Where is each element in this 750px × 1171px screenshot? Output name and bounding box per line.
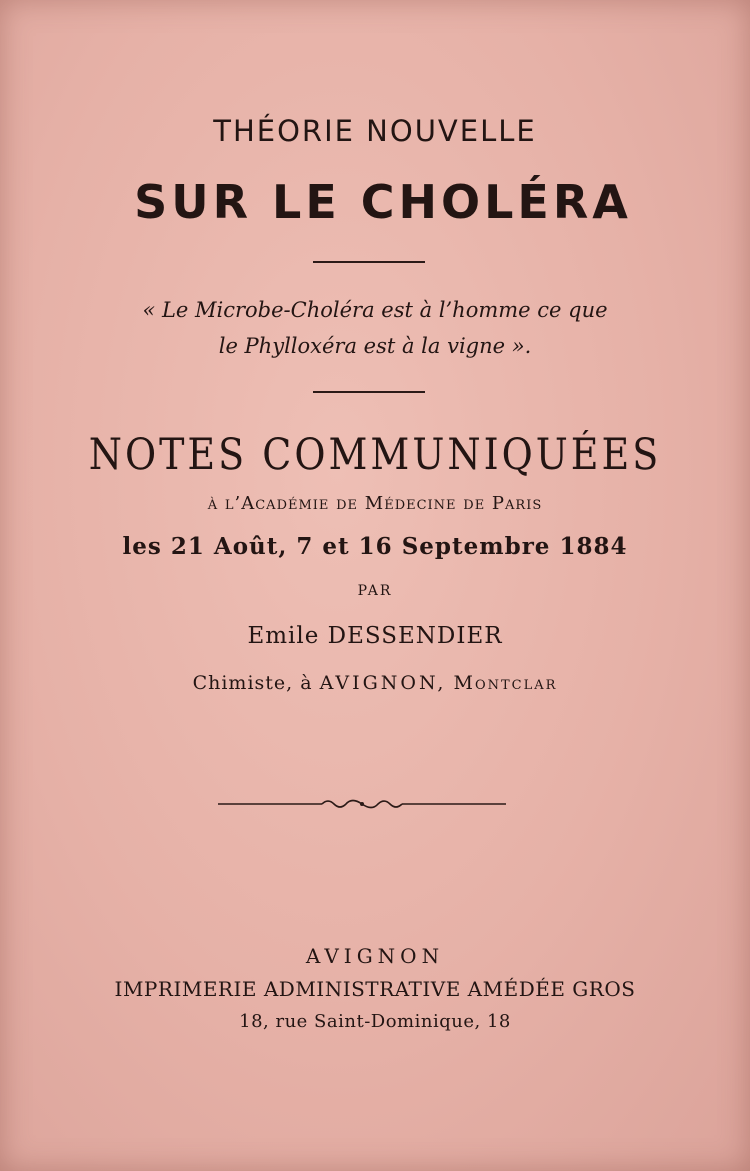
imprint-printer: IMPRIMERIE ADMINISTRATIVE AMÉDÉE GROS bbox=[114, 977, 636, 1001]
author-profession bbox=[0, 672, 750, 694]
title-line-2: SUR LE CHOLÉRA bbox=[134, 175, 632, 229]
dates-line: les 21 Août, 7 et 16 Septembre 1884 bbox=[122, 533, 628, 560]
academy-line: à l’Académie de Médecine de Paris bbox=[207, 493, 543, 514]
epigraph-line-2: le Phylloxéra est à la vigne ». bbox=[218, 334, 532, 358]
notes-heading: NOTES COMMUNIQUÉES bbox=[88, 430, 662, 480]
profession-city: AVIGNON, bbox=[319, 672, 447, 694]
profession-prefix: Chimiste, à bbox=[192, 672, 313, 694]
ornament-divider bbox=[218, 794, 506, 814]
author-name: Emile DESSENDIER bbox=[247, 623, 503, 649]
divider-rule-middle bbox=[313, 391, 425, 393]
divider-rule-top bbox=[313, 261, 425, 263]
imprint-city: AVIGNON bbox=[305, 944, 445, 968]
epigraph-line-1: « Le Microbe-Choléra est à l’homme ce que bbox=[142, 298, 608, 322]
profession-place: Montclar bbox=[453, 672, 558, 694]
imprint-address: 18, rue Saint-Dominique, 18 bbox=[239, 1011, 511, 1032]
by-label: PAR bbox=[357, 583, 393, 599]
title-line-1: THÉORIE NOUVELLE bbox=[213, 114, 537, 148]
